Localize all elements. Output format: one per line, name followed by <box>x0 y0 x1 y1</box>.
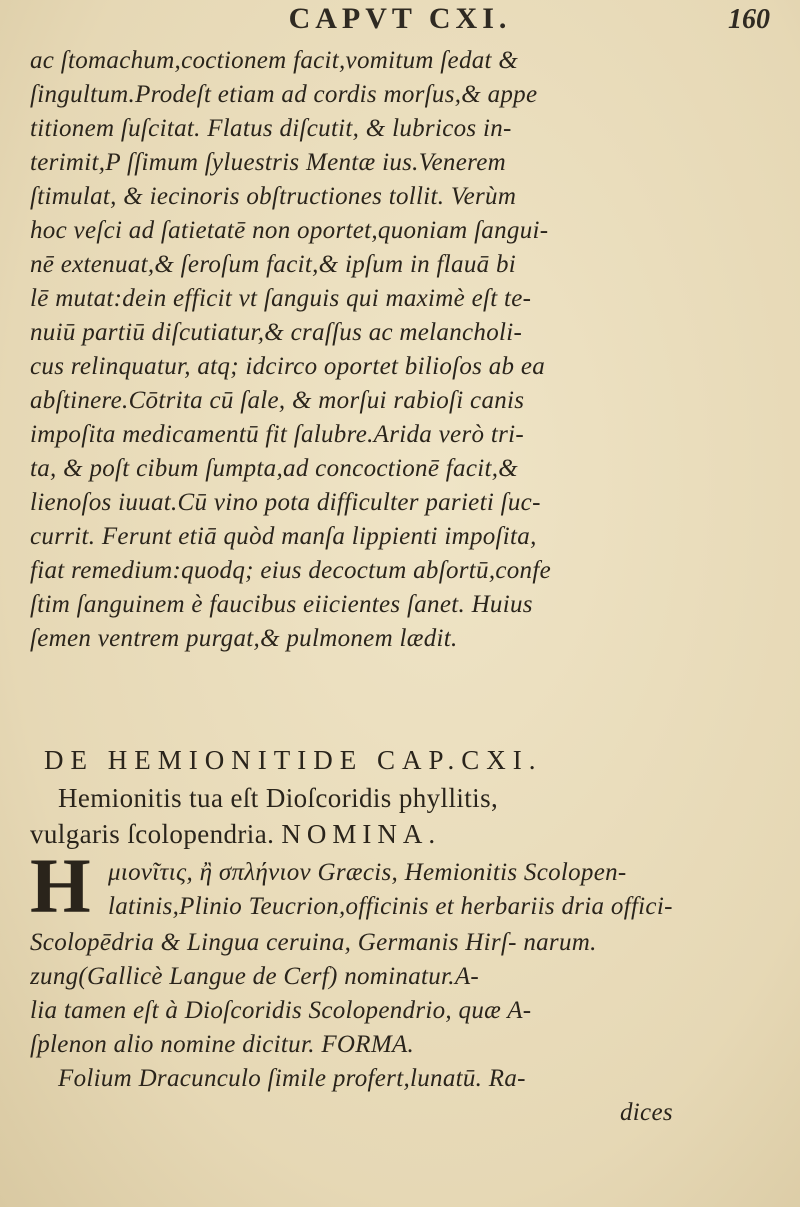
text-line: ſtim ſanguinem è faucibus eiicientes ſanet. Huius <box>30 591 533 618</box>
text-line: latinis,Plinio Teucrion,officinis et herbariis dria offici- <box>108 893 673 920</box>
nomina-label: NOMINA. <box>281 819 442 849</box>
text-line: μιονῖτις, ἢ σπλήνιον Græcis, Hemionitis Scolopen- <box>108 859 627 886</box>
text-line: Scolopēdria & Lingua ceruina, Germanis Hirſ- narum. <box>30 929 597 956</box>
text-line: impoſita medicamentū fit ſalubre.Arida verò tri- <box>30 421 524 448</box>
dropcap-text <box>108 856 788 924</box>
text-line: ſemen ventrem purgat,& pulmonem lædit. <box>30 625 458 652</box>
text-line: lienoſos iuuat.Cū vino pota difficulter parieti ſuc- <box>30 489 541 516</box>
text-line: nuiū partiū diſcutiatur,& craſſus ac melancholi- <box>30 319 523 346</box>
running-head: CAPVT CXI. <box>288 2 512 35</box>
chapter-body <box>30 926 782 1130</box>
text-line: abſtinere.Cōtrita cū ſale, & morſui rabioſi canis <box>30 387 525 414</box>
text-line: ſplenon alio nomine dicitur. FORMA. <box>30 1031 415 1058</box>
text-line: currit. Ferunt etiā quòd manſa lippienti impoſita, <box>30 523 537 550</box>
text-line: zung(Gallicè Langue de Cerf) nominatur.A- <box>30 963 480 990</box>
text-line: ta, & poſt cibum ſumpta,ad concoctionē facit,& <box>30 455 519 482</box>
text-line: fiat remedium:quodq; eius decoctum abſortū,confe <box>30 557 552 584</box>
text-line: lia tamen eſt à Dioſcoridis Scolopendrio, quæ A- <box>30 997 532 1024</box>
text-line: terimit,P ſſimum ſyluestris Mentæ ius.Venerem <box>30 149 506 176</box>
intro-line: vulgaris ſcolopendria. <box>30 819 275 849</box>
text-line: nē extenuat,& ſeroſum facit,& ipſum in flauā bi <box>30 251 517 278</box>
chapter-heading: DE HEMIONITIDE CAP.CXI. <box>44 745 543 775</box>
catchword: dices <box>620 1099 673 1126</box>
chapter-intro <box>30 780 782 852</box>
text-line: lē mutat:dein efficit vt ſanguis qui maximè eſt te- <box>30 285 532 312</box>
page-number: 160 <box>728 4 770 35</box>
drop-cap: H <box>30 842 91 929</box>
intro-line: Hemionitis tua eſt Dioſcoridis phyllitis, <box>58 783 499 813</box>
text-line: Folium Dracunculo ſimile profert,lunatū. Ra- <box>58 1065 526 1092</box>
continuation-text <box>30 44 782 656</box>
intro-line-with-label <box>30 816 782 852</box>
text-line: ſingultum.Prodeſt etiam ad cordis morſus,& appe <box>30 81 538 108</box>
text-line: cus relinquatur, atq; idcirco oportet bilioſos ab ea <box>30 353 546 380</box>
page-header <box>0 0 800 40</box>
text-line: ac ſtomachum,coctionem facit,vomitum ſedat & <box>30 47 519 74</box>
text-line: ſtimulat, & iecinoris obſtructiones tollit. Verùm <box>30 183 517 210</box>
text-line: hoc veſci ad ſatietatē non oportet,quoniam ſangui- <box>30 217 549 244</box>
text-line: titionem ſuſcitat. Flatus diſcutit, & lubricos in- <box>30 115 512 142</box>
